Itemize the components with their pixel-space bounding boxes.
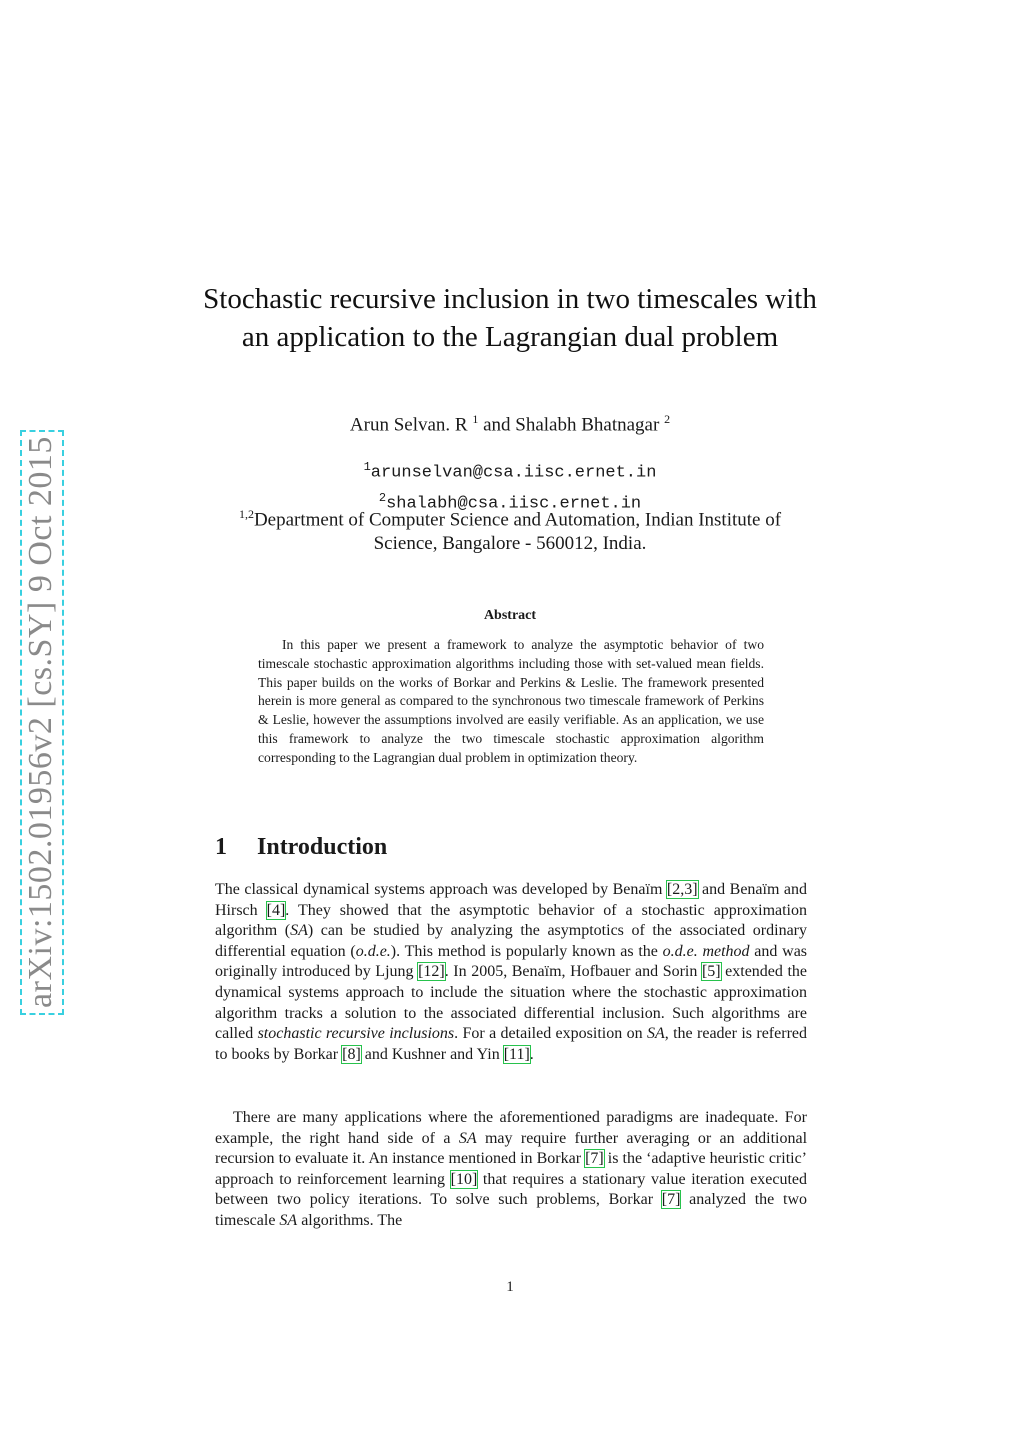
author-name: Shalabh Bhatnagar <box>515 414 660 436</box>
intro-paragraph: There are many applications where the aforementioned paradigms are inadequate. For example, the right hand side of a SA may require further averaging or an additional recursion to evaluate it. An instance mentioned in Borkar [7] is the ‘adaptive heuristic critic’ approach to reinforcement learning [10] that requires a stationary value iteration executed between two policy iterations. To solve such problems, Borkar [7] analyzed the two timescale SA algorithms. The <box>215 1109 808 1229</box>
math-symbol: SA <box>458 1129 477 1147</box>
citation-link[interactable]: [10] <box>450 1170 478 1188</box>
affiliation <box>215 502 805 556</box>
citation-link[interactable]: [7] <box>585 1150 604 1168</box>
math-symbol: o.d.e. <box>355 942 391 960</box>
citation-link[interactable]: [5] <box>701 963 721 981</box>
intro-paragraph: The classical dynamical systems approach was developed by Benaïm [2,3] and Benaïm and Hirsch [4]. They showed that the asymptotic behavior of a stochastic approximation algorithm (SA) can be studied by analyzing the asymptotics of the associated ordinary differential equation (o.d.e.). This method is popularly known as the o.d.e. method and was originally introduced by Ljung [12]. In 2005, Benaïm, Hofbauer and Sorin [5] extended the dynamical systems approach to include the situation where the stochastic approximation algorithm tracks a solution to the associated differential inclusion. Such algorithms are called stochastic recursive inclusions. For a detailed exposition on SA, the reader is referred to books by Borkar [8] and Kushner and Yin [11]. <box>215 881 808 1063</box>
author-name: Arun Selvan. R <box>349 414 468 436</box>
email-address[interactable]: arunselvan@csa.iisc.ernet.in <box>370 463 657 483</box>
citation-link[interactable]: [7] <box>661 1191 681 1209</box>
math-symbol: SA <box>646 1025 665 1043</box>
abstract-heading: Abstract <box>483 608 537 623</box>
author-superscript: 2 <box>664 412 671 426</box>
email-address[interactable]: shalabh@csa.iisc.ernet.in <box>386 494 642 514</box>
email-superscript: 2 <box>378 490 387 505</box>
section-heading <box>215 834 387 861</box>
author-superscript: 1 <box>472 412 479 426</box>
author-conjunction: and <box>483 414 511 436</box>
citation-link[interactable]: [8] <box>342 1045 361 1063</box>
math-symbol: SA <box>279 1211 298 1229</box>
page-number: 1 <box>506 1279 514 1295</box>
affiliation-superscript: 1,2 <box>238 507 254 521</box>
emphasis-text: stochastic recursive inclusions <box>257 1025 455 1043</box>
arxiv-identifier[interactable]: arXiv:1502.01956v2 [cs.SY] 9 Oct 2015 <box>22 436 59 1008</box>
email-superscript: 1 <box>363 460 371 474</box>
math-symbol: SA <box>290 922 308 940</box>
section-title: Introduction <box>257 834 388 860</box>
affiliation-text: Department of Computer Science and Automation, Indian Institute of Science, Bangalore - 560012, India. <box>253 509 782 555</box>
citation-link[interactable]: [11] <box>503 1045 530 1063</box>
citation-link[interactable]: [2,3] <box>666 881 698 898</box>
emphasis-text: o.d.e. method <box>662 942 750 960</box>
paper-title: Stochastic recursive inclusion in two timescales with an application to the Lagrangian dual problem <box>203 283 817 353</box>
citation-link[interactable]: [12] <box>418 963 445 981</box>
author-line <box>200 412 820 436</box>
email-line <box>200 455 820 486</box>
section-number: 1 <box>215 834 227 860</box>
abstract-text: In this paper we present a framework to analyze the asymptotic behavior of two timescale stochastic approximation algorithms including those with set-valued mean fields. This paper builds on the works of Borkar and Perkins & Leslie. The framework presented herein is more general as compared to the synchronous two timescale framework of Perkins & Leslie, however the assumptions involved are easily verifiable. As an application, we use this framework to analyze the two timescale stochastic approximation algorithm corresponding to the Lagrangian dual problem in optimization theory. <box>258 637 764 765</box>
citation-link[interactable]: [4] <box>266 901 286 919</box>
